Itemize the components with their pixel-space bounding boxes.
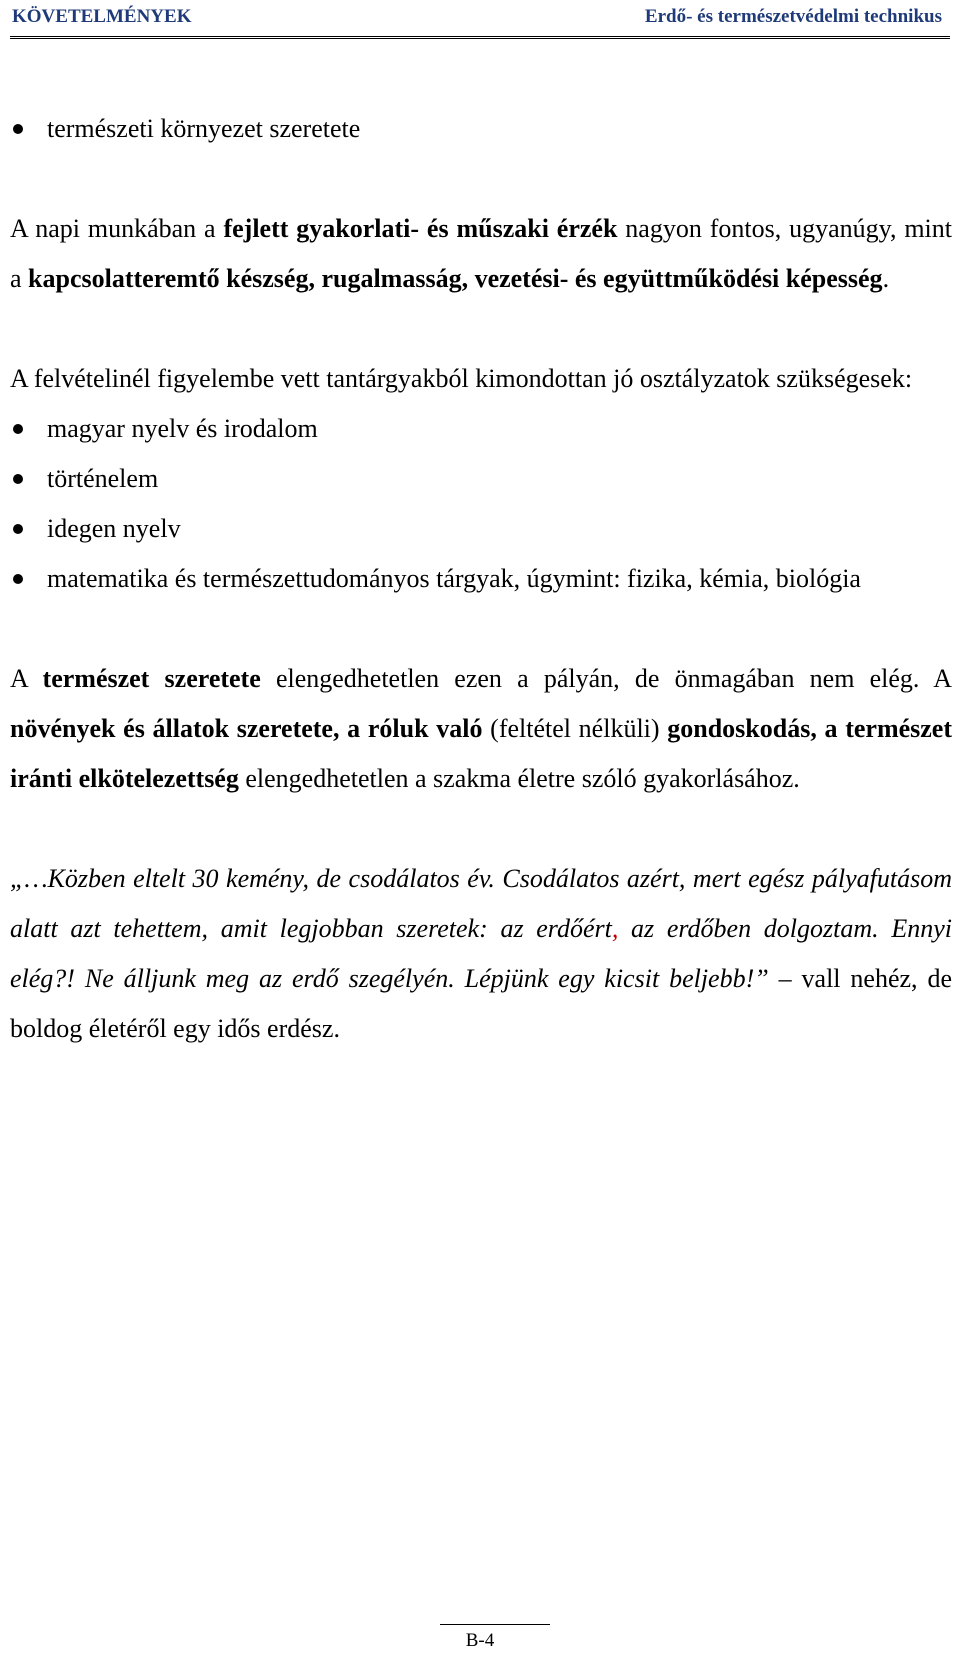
bullet-icon [13, 424, 23, 434]
list-item-text: idegen nyelv [47, 514, 181, 543]
bullet-icon [13, 124, 23, 134]
page-number: B-4 [465, 1630, 495, 1651]
list-item-text: történelem [47, 464, 159, 493]
paragraph-nature-love [10, 654, 952, 804]
bullet-icon [13, 524, 23, 534]
bold-text: fejlett gyakorlati- és műszaki érzék [223, 214, 618, 243]
list-item [10, 504, 952, 554]
list-item-text: magyar nyelv és irodalom [47, 414, 318, 443]
quote-text: az erdőben dolgoztam. Ennyi elég?! Ne álljunk meg az erdő szegélyén. Lépjünk egy kicsit beljebb!” [10, 914, 952, 993]
text-run: A napi munkában a [10, 214, 224, 243]
page-footer [0, 1624, 960, 1658]
top-bullet-list [10, 104, 952, 154]
text-run: nagyon fontos, ugyanúgy, mint a [10, 214, 952, 293]
text-run: elengedhetetlen a szakma életre szóló gyakorlásához. [238, 764, 800, 793]
header-subtitle: Erdő- és természetvédelmi technikus [644, 6, 942, 27]
quote-text: „…Közben eltelt 30 kemény, de csodálatos év. Csodálatos azért, mert egész pályafutásom alatt azt tehettem, amit legjobban szeretek: az erdőért [10, 864, 952, 943]
page-header [10, 0, 950, 39]
text-run: elengedhetetlen ezen a pályán, de önmagában nem elég. A [260, 664, 952, 693]
text-run: (feltétel nélküli) [482, 714, 668, 743]
paragraph-skills [10, 204, 952, 304]
list-item [10, 454, 952, 504]
list-item [10, 404, 952, 454]
footer-divider [440, 1624, 550, 1625]
subject-list [10, 404, 952, 604]
list-item [10, 554, 952, 604]
text-run: . [882, 264, 890, 293]
quote-red-comma: , [611, 914, 619, 943]
bold-text: növények és állatok szeretete, a róluk való [10, 714, 483, 743]
list-item-text: matematika és természettudományos tárgyak, úgymint: fizika, kémia, biológia [47, 564, 861, 593]
header-title: KÖVETELMÉNYEK [12, 6, 192, 27]
bold-text: kapcsolatteremtő készség, rugalmasság, vezetési- és együttműködési képesség [28, 264, 883, 293]
bold-text: természet szeretete [42, 664, 261, 693]
list-item-text: természeti környezet szeretete [47, 114, 361, 143]
document-body [10, 104, 952, 1054]
bullet-icon [13, 474, 23, 484]
paragraph-quote [10, 854, 952, 1054]
bold-text: gondoskodás, a természet iránti elkötelezettség [10, 714, 953, 793]
quote-attribution: – vall nehéz, de boldog életéről egy idős erdész. [10, 964, 952, 1043]
text-run: A [10, 664, 43, 693]
paragraph-admission: A felvételinél figyelembe vett tantárgyakból kimondottan jó osztályzatok szükségesek: [10, 364, 913, 393]
bullet-icon [13, 574, 23, 584]
list-item [10, 104, 952, 154]
